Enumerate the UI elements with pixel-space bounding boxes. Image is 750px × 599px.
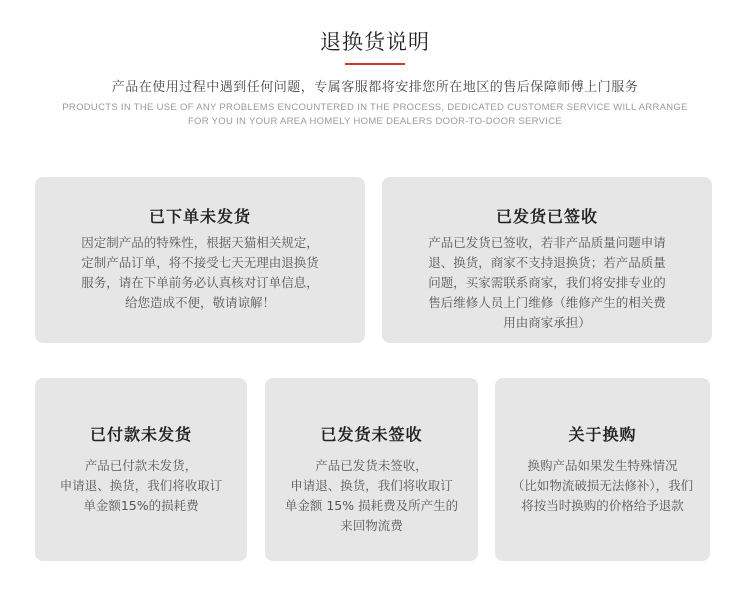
english-subtitle-line-2: FOR YOU IN YOUR AREA HOMELY HOME DEALERS DOOR-TO-DOOR SERVICE [187, 116, 563, 127]
card-line: 定制产品订单，将不接受七天无理由退换货 [81, 255, 319, 270]
page-title: 退换货说明 [320, 30, 430, 54]
card-body [495, 456, 710, 516]
page-subtitle: 产品在使用过程中遇到任何问题，专属客服都将安排您所在地区的售后保障师傅上门服务 [111, 80, 639, 95]
card-line: 申请退、换货，我们将收取订 [290, 478, 453, 493]
title-accent-rule [345, 63, 405, 65]
card-line: 因定制产品的特殊性，根据天猫相关规定， [81, 235, 319, 250]
english-subtitle-line-1: PRODUCTS IN THE USE OF ANY PROBLEMS ENCOUNTERED IN THE PROCESS, DEDICATED CUSTOMER SERVICE WILL ARRANGE [62, 102, 688, 113]
card-title: 已发货已签收 [495, 207, 598, 226]
card-trade-in [495, 378, 710, 561]
card-title: 已下单未发货 [148, 207, 251, 226]
card-line: 申请退、换货，我们将收取订 [59, 478, 223, 493]
card-title: 关于换购 [568, 425, 637, 444]
card-line: 退、换货，商家不支持退换货；若产品质量 [428, 255, 666, 270]
card-line: 给您造成不便，敬请谅解！ [124, 295, 275, 310]
card-line: 用由商家承担） [503, 315, 591, 330]
card-line: 产品已发货已签收，若非产品质量问题申请 [428, 235, 666, 250]
card-title: 已发货未签收 [320, 425, 423, 444]
card-line: 单金额15%的损耗费 [83, 498, 199, 513]
card-line: 换购产品如果发生特殊情况 [527, 458, 678, 473]
card-line: 将按当时换购的价格给予退款 [521, 498, 684, 513]
card-line: 问题，买家需联系商家，我们将安排专业的 [428, 275, 666, 290]
card-body [35, 233, 365, 313]
card-line: （比如物流破损无法修补），我们 [511, 478, 694, 493]
card-body [382, 233, 712, 333]
card-line: 产品已付款未发货， [84, 458, 198, 473]
card-shipped-signed [382, 177, 712, 343]
card-body [265, 456, 478, 536]
card-title: 已付款未发货 [89, 425, 192, 444]
card-line: 产品已发货未签收， [315, 458, 428, 473]
card-line: 服务，请在下单前务必认真核对订单信息， [81, 275, 319, 290]
card-line: 来回物流费 [340, 518, 403, 533]
card-line: 售后维修人员上门维修（维修产生的相关费 [428, 295, 666, 310]
card-ordered-not-shipped [35, 177, 365, 343]
card-paid-not-shipped [35, 378, 247, 561]
card-shipped-not-signed [265, 378, 478, 561]
card-line: 单金额 15% 损耗费及所产生的 [284, 498, 459, 513]
card-body [35, 456, 247, 516]
